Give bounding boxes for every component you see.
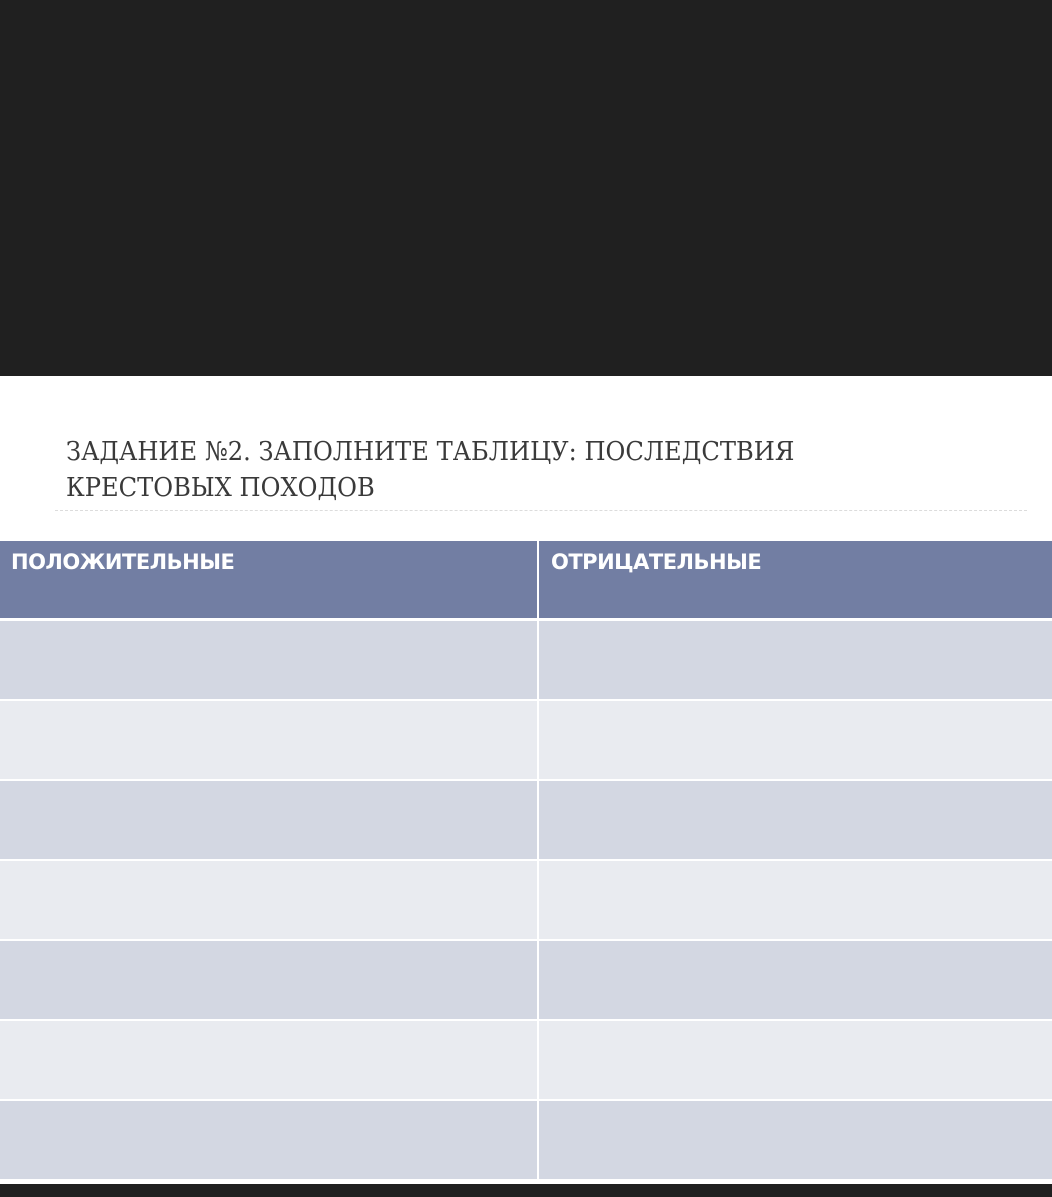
cell-positive[interactable] — [0, 1101, 539, 1181]
cell-negative[interactable] — [539, 1101, 1052, 1181]
cell-positive[interactable] — [0, 701, 539, 781]
bottom-dark-area — [0, 1184, 1052, 1197]
header-negative: ОТРИЦАТЕЛЬНЫЕ — [539, 541, 1052, 621]
cell-positive[interactable] — [0, 941, 539, 1021]
top-dark-area — [0, 0, 1052, 376]
header-positive: ПОЛОЖИТЕЛЬНЫЕ — [0, 541, 539, 621]
table-row — [0, 621, 1052, 701]
table-row — [0, 861, 1052, 941]
cell-negative[interactable] — [539, 1021, 1052, 1101]
cell-negative[interactable] — [539, 781, 1052, 861]
slide — [0, 376, 1052, 1184]
title-divider — [55, 510, 1027, 511]
cell-positive[interactable] — [0, 781, 539, 861]
consequences-table — [0, 541, 1052, 1181]
slide-title: ЗАДАНИЕ №2. ЗАПОЛНИТЕ ТАБЛИЦУ: ПОСЛЕДСТВИЯ КРЕСТОВЫХ ПОХОДОВ — [66, 437, 795, 503]
table-row — [0, 781, 1052, 861]
cell-positive[interactable] — [0, 861, 539, 941]
table-row — [0, 1101, 1052, 1181]
table-header-row — [0, 541, 1052, 621]
cell-negative[interactable] — [539, 621, 1052, 701]
table-row — [0, 1021, 1052, 1101]
cell-positive[interactable] — [0, 1021, 539, 1101]
cell-negative[interactable] — [539, 941, 1052, 1021]
cell-negative[interactable] — [539, 701, 1052, 781]
cell-positive[interactable] — [0, 621, 539, 701]
table-row — [0, 941, 1052, 1021]
table-row — [0, 701, 1052, 781]
cell-negative[interactable] — [539, 861, 1052, 941]
